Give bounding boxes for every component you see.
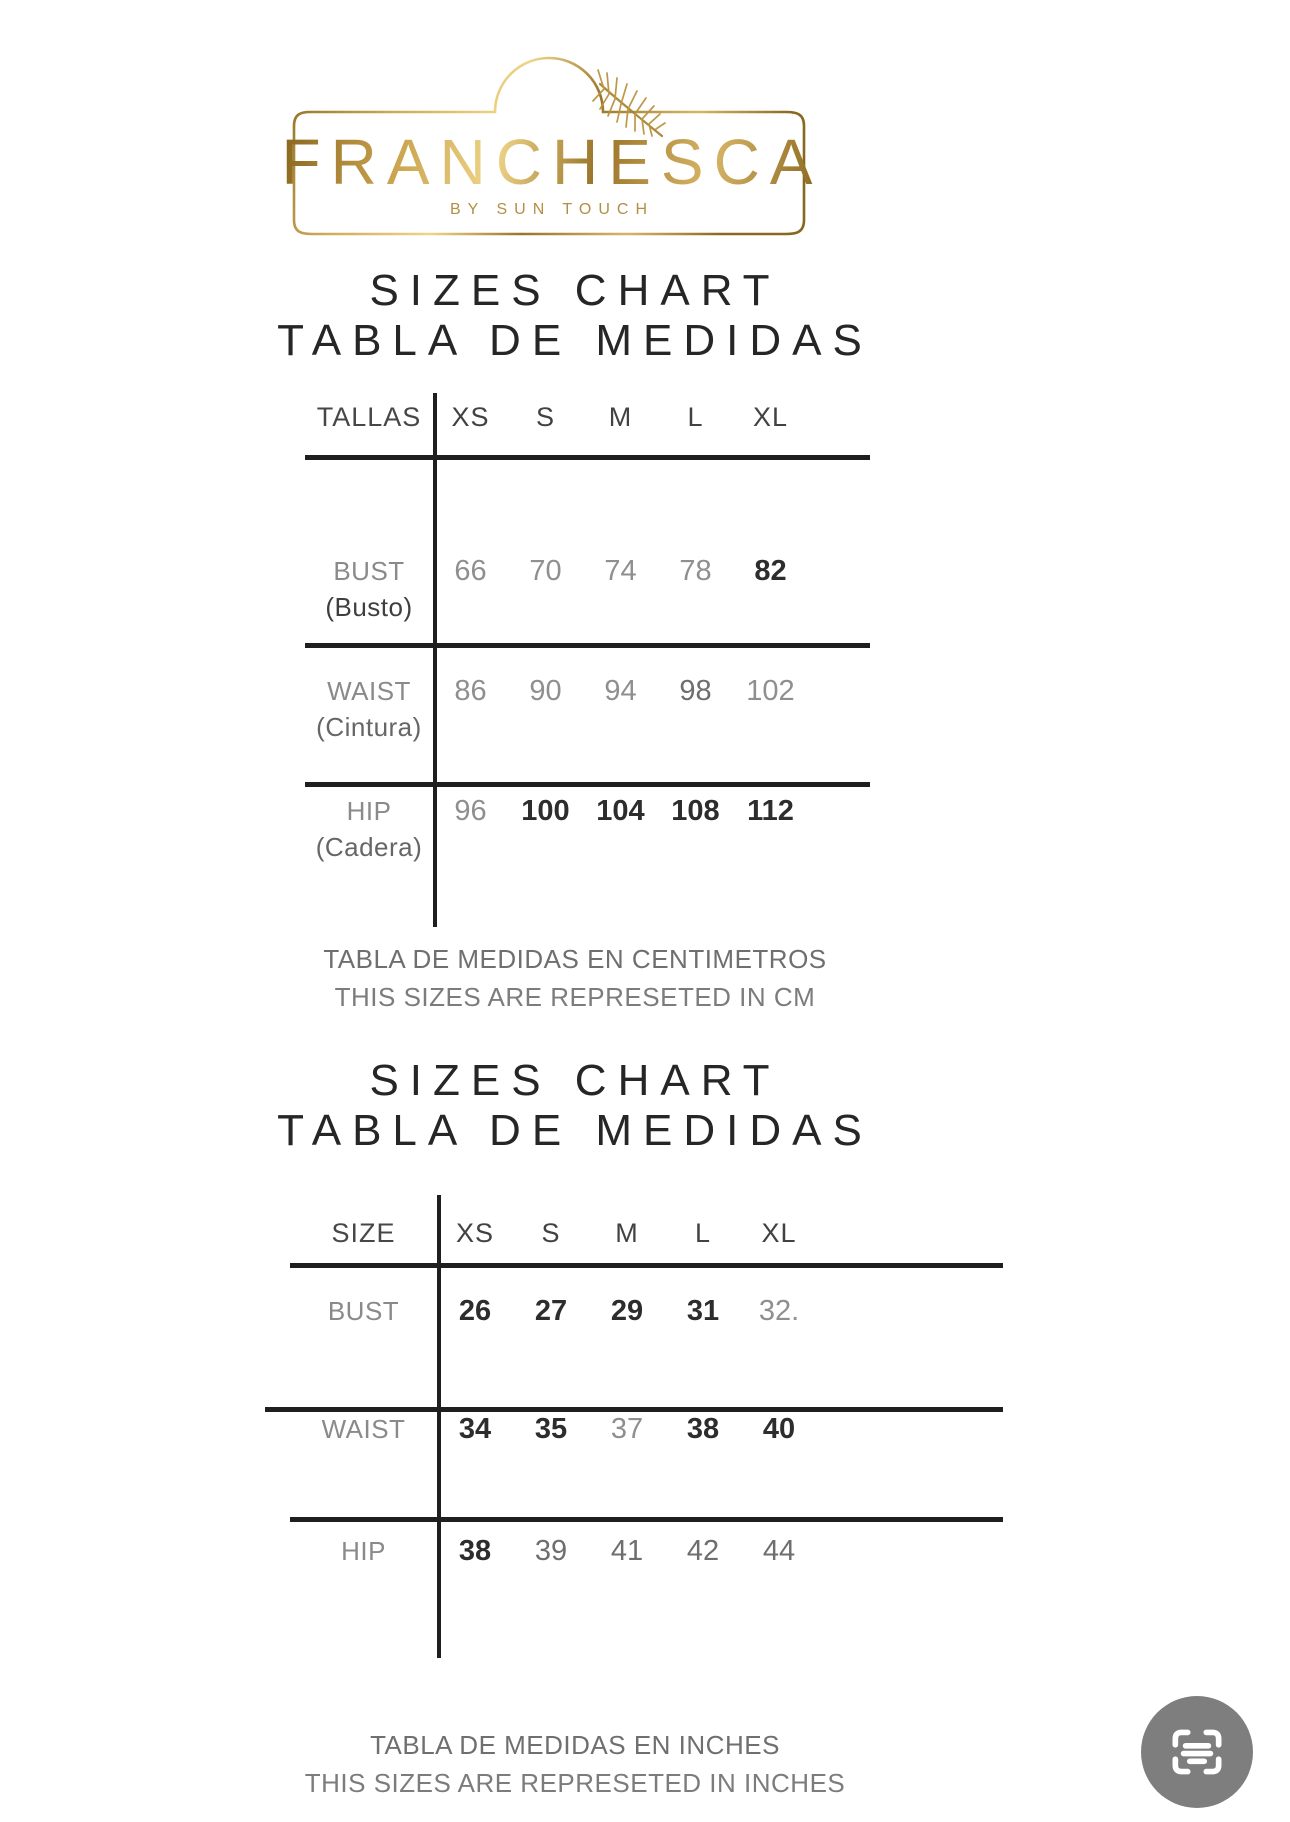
heading-line-en: SIZES CHART (369, 266, 781, 315)
heading-line-es: TABLA DE MEDIDAS (277, 316, 873, 365)
size-value: 34 (458, 1413, 492, 1445)
table-row-bust (290, 1295, 1003, 1327)
corner-label: SIZE (331, 1218, 396, 1248)
table-rule-horizontal (290, 1263, 1003, 1268)
row-label-cell (305, 555, 433, 623)
size-value: 100 (521, 795, 570, 827)
row-label: WAIST (327, 676, 411, 706)
table-rule-horizontal (290, 1517, 1003, 1522)
table-rule-horizontal (305, 455, 870, 460)
size-table-cm (305, 393, 870, 927)
units-note-cm (245, 940, 905, 1016)
column-header-xs: XS (451, 402, 490, 432)
size-value: 102 (746, 675, 795, 707)
size-value: 66 (454, 555, 487, 587)
row-label: HIP (341, 1536, 386, 1566)
column-header-m: M (615, 1218, 639, 1248)
size-value: 27 (534, 1295, 568, 1327)
note-line-en: THIS SIZES ARE REPRESETED IN INCHES (304, 1768, 846, 1798)
brand-tagline: BY SUN TOUCH (449, 201, 655, 218)
size-table-inches (290, 1195, 1003, 1658)
table-rule-horizontal (265, 1407, 1003, 1412)
column-header-l: L (687, 402, 704, 432)
size-value: 38 (686, 1413, 720, 1445)
table-rule-horizontal (305, 782, 870, 787)
size-value: 29 (610, 1295, 644, 1327)
size-value: 41 (610, 1535, 644, 1567)
size-value: 70 (529, 555, 562, 587)
size-value: 94 (604, 675, 637, 707)
table-row-waist (290, 1413, 1003, 1445)
table-row-hip (290, 1535, 1003, 1567)
size-value: 35 (534, 1413, 568, 1445)
column-header-xs: XS (455, 1218, 495, 1248)
row-label: BUST (333, 556, 405, 586)
column-header-s: S (535, 402, 555, 432)
table-rule-horizontal (305, 643, 870, 648)
row-label: WAIST (321, 1414, 406, 1444)
units-note-inches (245, 1726, 905, 1802)
table-row-hip (305, 795, 870, 863)
size-value: 108 (671, 795, 720, 827)
row-sublabel: (Cintura) (316, 712, 422, 742)
column-header-l: L (694, 1218, 712, 1248)
size-value: 78 (679, 555, 712, 587)
scan-text-icon (1164, 1719, 1230, 1785)
size-value: 42 (686, 1535, 720, 1567)
heading-line-es: TABLA DE MEDIDAS (277, 1106, 873, 1155)
size-value: 112 (747, 795, 794, 827)
size-value: 39 (534, 1535, 568, 1567)
note-line-en: THIS SIZES ARE REPRESETED IN CM (334, 982, 816, 1012)
column-header-m: M (608, 402, 633, 432)
scan-text-button[interactable] (1141, 1696, 1253, 1808)
row-sublabel: (Cadera) (315, 832, 423, 862)
size-value: 38 (458, 1535, 492, 1567)
section-inches-heading (220, 1056, 930, 1156)
table-row-bust (305, 555, 870, 623)
size-value: 40 (762, 1413, 796, 1445)
size-value: 90 (529, 675, 562, 707)
size-value: 37 (610, 1413, 644, 1445)
heading-line-en: SIZES CHART (369, 1056, 781, 1105)
size-value: 86 (454, 675, 487, 707)
section-cm-heading (220, 266, 930, 366)
row-label-cell (305, 795, 433, 863)
table-header-row (290, 1217, 1003, 1249)
brand-name: FRANCHESCA (272, 130, 832, 194)
size-value: 26 (458, 1295, 492, 1327)
size-value: 104 (596, 795, 645, 827)
column-header-xl: XL (752, 402, 789, 432)
size-value: 96 (454, 795, 487, 827)
column-header-xl: XL (761, 1218, 797, 1248)
size-value: 31 (686, 1295, 720, 1327)
size-value: 44 (762, 1535, 796, 1567)
size-value: 82 (754, 555, 787, 587)
table-header-row (305, 401, 870, 433)
size-value: 32. (758, 1295, 800, 1327)
table-row-waist (305, 675, 870, 743)
row-sublabel: (Busto) (325, 592, 413, 622)
size-value: 98 (679, 675, 712, 707)
row-label: HIP (346, 796, 392, 826)
note-line-es: TABLA DE MEDIDAS EN INCHES (370, 1730, 780, 1760)
corner-label: TALLAS (316, 402, 422, 432)
row-label: BUST (327, 1296, 400, 1326)
note-line-es: TABLA DE MEDIDAS EN CENTIMETROS (323, 944, 827, 974)
column-header-s: S (541, 1218, 561, 1248)
row-label-cell (305, 675, 433, 743)
size-value: 74 (604, 555, 637, 587)
